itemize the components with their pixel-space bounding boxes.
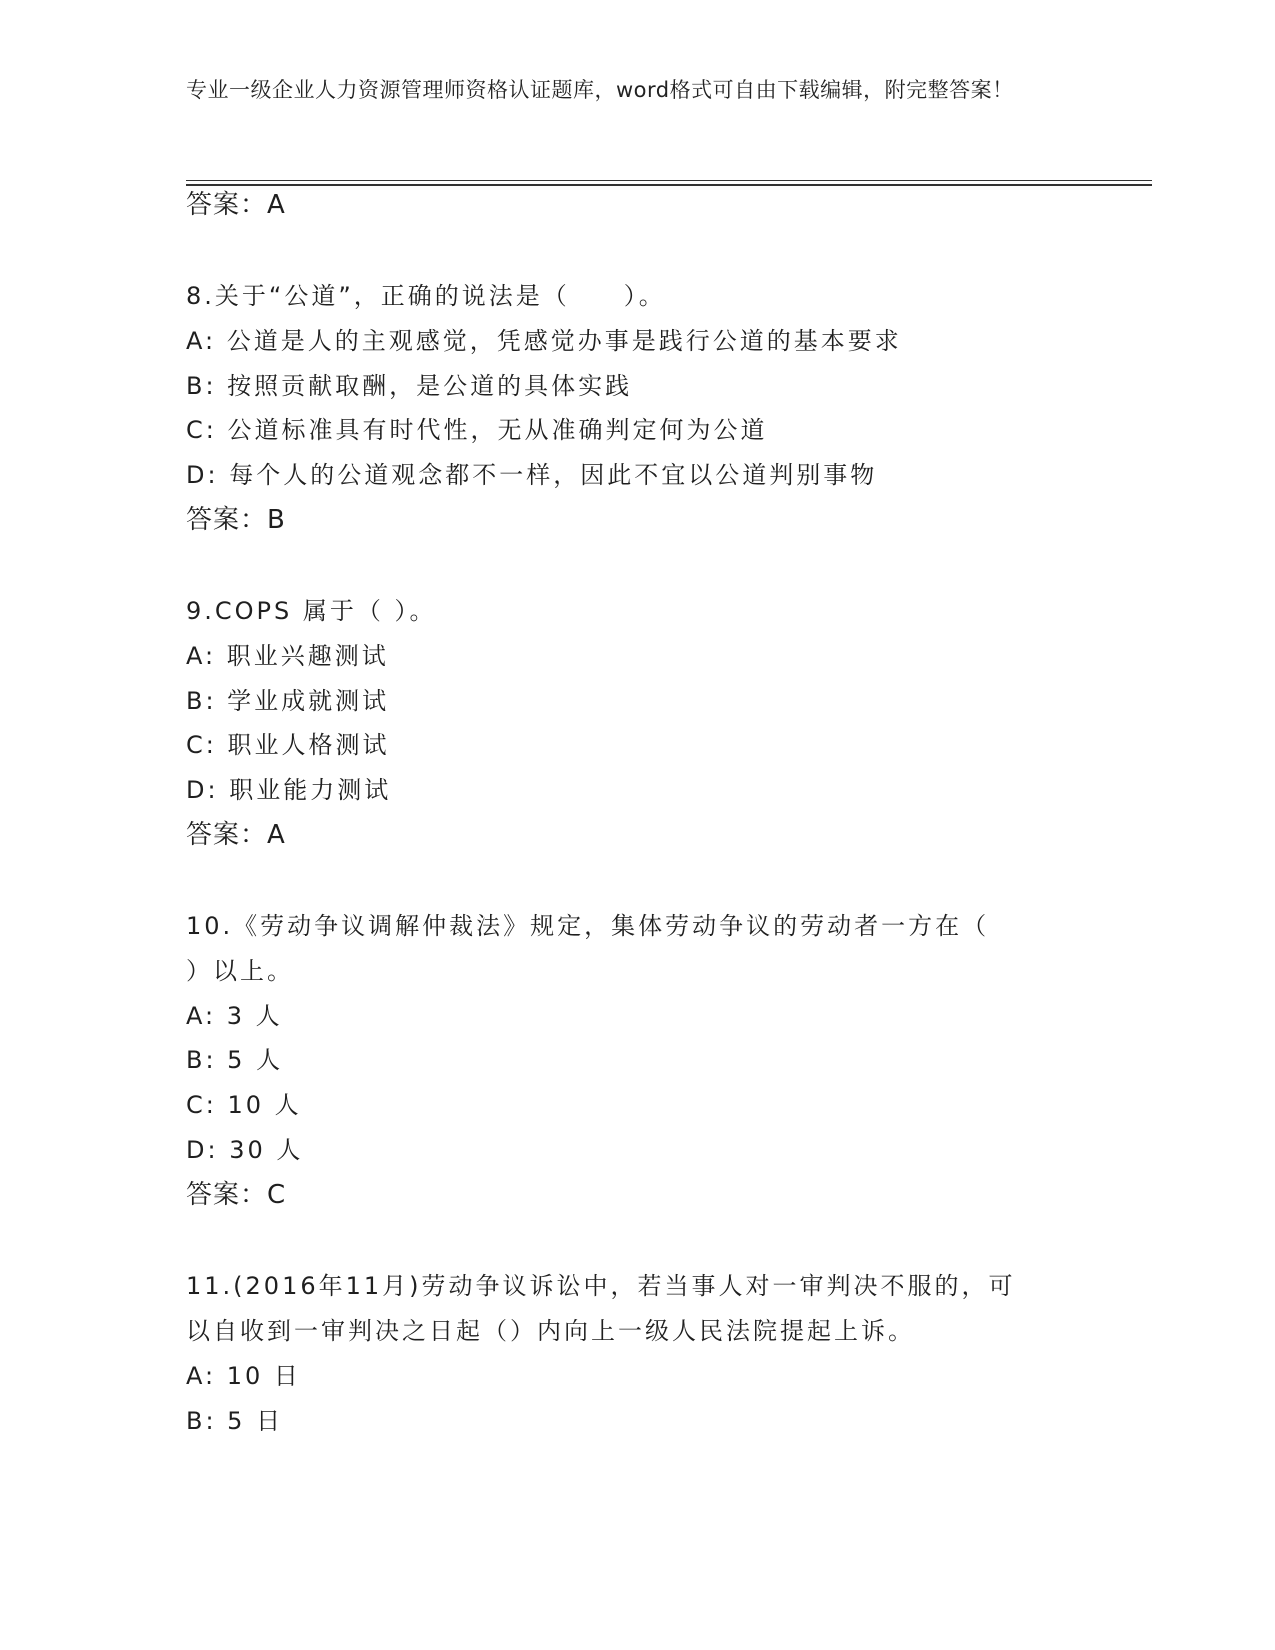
option-line: C: 公道标准具有时代性，无从准确判定何为公道 xyxy=(186,416,768,444)
answer-line: 答案：B xyxy=(186,505,286,535)
option-line: B: 5 日 xyxy=(186,1407,284,1435)
option-line: A: 3 人 xyxy=(186,1002,283,1030)
answer-line: 答案：A xyxy=(186,190,286,220)
option-line: C: 10 人 xyxy=(186,1091,302,1119)
question-line: 8.关于“公道”，正确的说法是（ ）。 xyxy=(186,282,666,310)
option-line: A: 10 日 xyxy=(186,1362,301,1390)
page-header: 专业一级企业人力资源管理师资格认证题库，word格式可自由下载编辑，附完整答案！ xyxy=(186,78,1014,102)
answer-line: 答案：C xyxy=(186,1180,287,1210)
question-line: 以自收到一审判决之日起（）内向上一级人民法院提起上诉。 xyxy=(186,1317,915,1345)
option-line: D: 30 人 xyxy=(186,1136,304,1164)
question-line: ）以上。 xyxy=(186,957,294,985)
question-line: 10.《劳动争议调解仲裁法》规定，集体劳动争议的劳动者一方在（ xyxy=(186,912,990,940)
question-line: 11.(2016年11月)劳动争议诉讼中，若当事人对一审判决不服的，可 xyxy=(186,1272,1016,1300)
option-line: D: 每个人的公道观念都不一样，因此不宜以公道判别事物 xyxy=(186,461,878,489)
option-line: C: 职业人格测试 xyxy=(186,731,390,759)
option-line: A: 职业兴趣测试 xyxy=(186,642,389,670)
option-line: B: 学业成就测试 xyxy=(186,687,390,715)
option-line: A: 公道是人的主观感觉，凭感觉办事是践行公道的基本要求 xyxy=(186,327,902,355)
option-line: B: 按照贡献取酬，是公道的具体实践 xyxy=(186,372,633,400)
option-line: B: 5 人 xyxy=(186,1046,284,1074)
header-rule-thick xyxy=(186,184,1152,186)
header-rule-thin xyxy=(186,180,1152,181)
question-line: 9.COPS 属于（ ）。 xyxy=(186,597,437,625)
answer-line: 答案：A xyxy=(186,820,286,850)
option-line: D: 职业能力测试 xyxy=(186,776,392,804)
